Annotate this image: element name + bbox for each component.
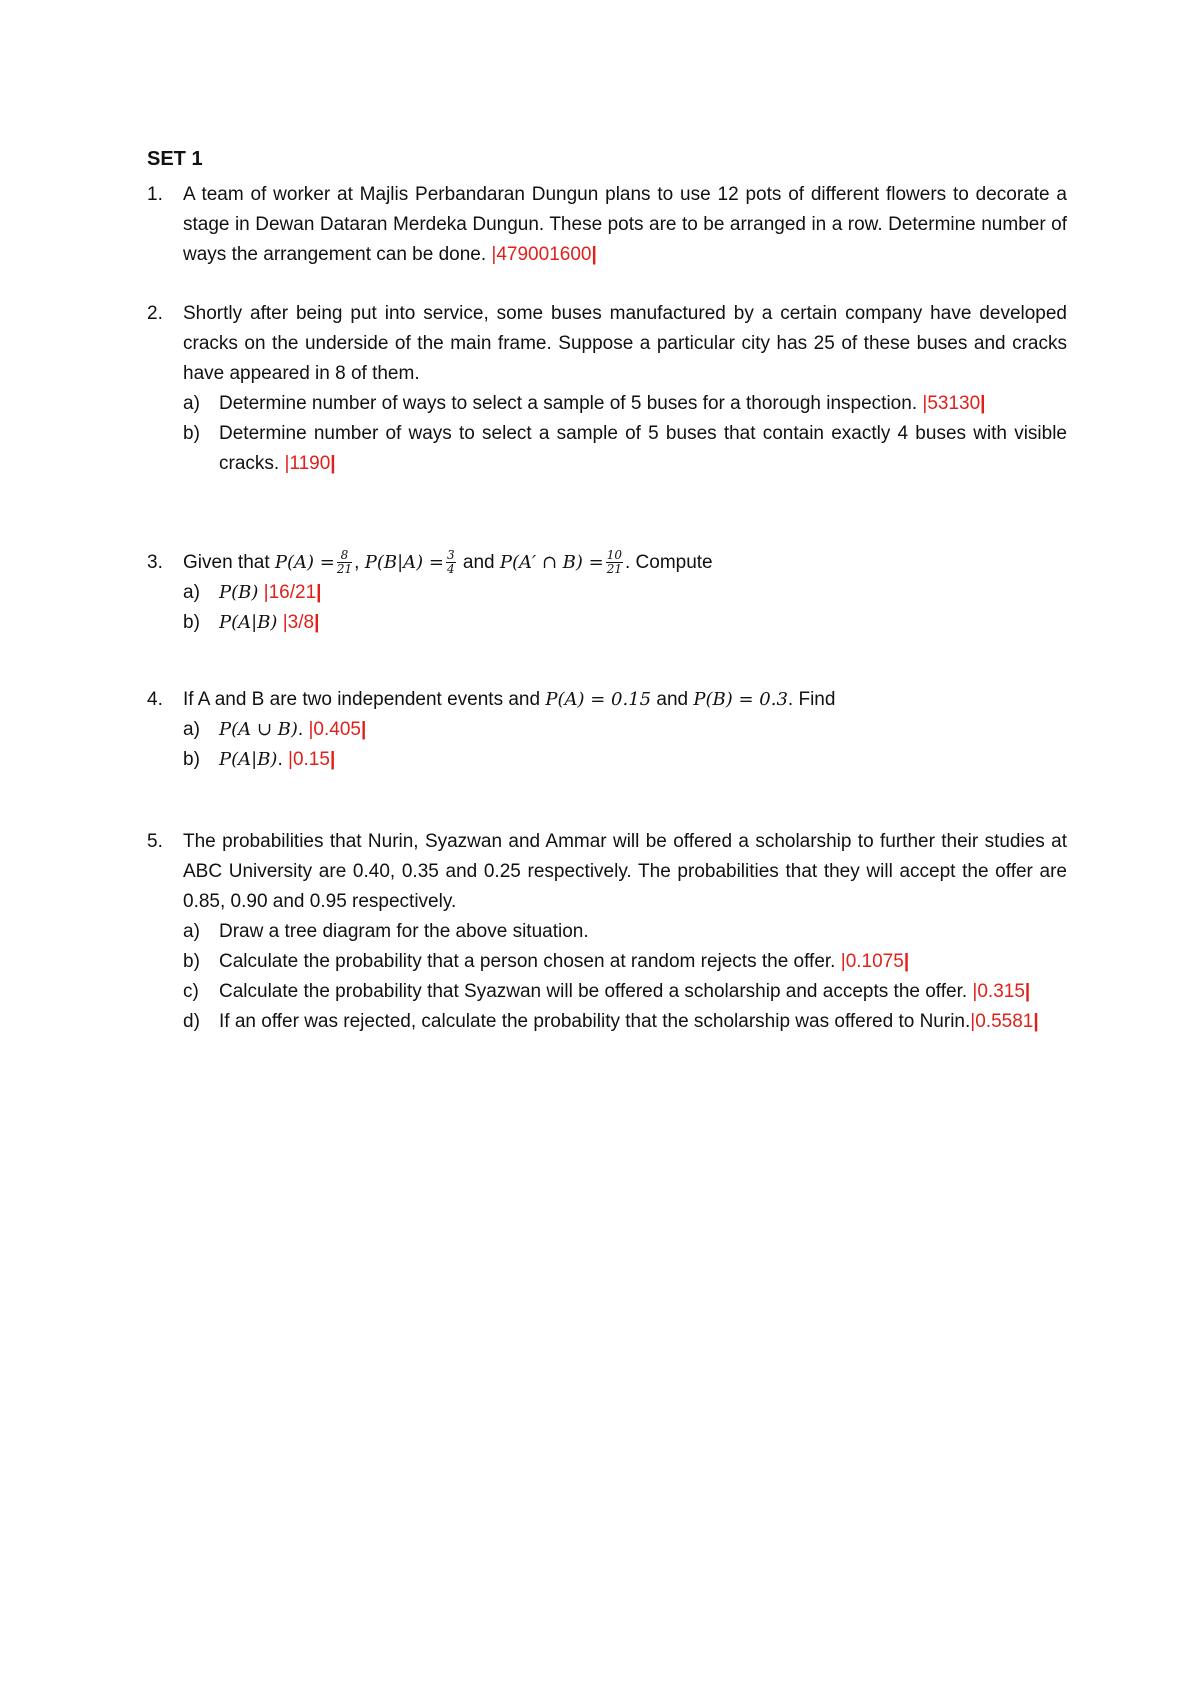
question-text: Given that P(A) = $\frac{8}{21}$ , P(B|A) = $\frac{3}{4}$ and P(A′ ∩ B) = $\frac{10}{21}$ . Compute [183, 548, 713, 577]
question-number: 5. [147, 831, 163, 852]
answer: | 479001600 | [491, 244, 596, 265]
question-text: Shortly after being put into service, some buses manufactured by a certain company have developed cracks on the underside of the main frame. Suppose a particular city has 25 of these buses and cracks have appeared in 8 of them. [183, 303, 1067, 384]
question-text: If A and B are two independent events and P(A) = 0.15 and P(B) = 0.3. Find [183, 689, 836, 710]
set-title: SET 1 [147, 148, 203, 170]
answer: | 53130 | [922, 393, 985, 414]
answer: | 0.315 | [972, 981, 1030, 1002]
answer: | 0.405 | [308, 719, 366, 740]
sub-question-c: c) Calculate the probability that Syazwan will be offered a scholarship and accepts the offer. | 0.315 | [183, 977, 1067, 1007]
fraction: $\frac{8}{21}$ [336, 548, 353, 577]
sub-question-b: b) Determine number of ways to select a sample of 5 buses that contain exactly 4 buses with visible cracks. | 1190 | [183, 419, 1067, 479]
sub-question-d: d) If an offer was rejected, calculate the probability that the scholarship was offered to Nurin.| 0.5581 | [183, 1007, 1067, 1037]
answer: | 0.1075 | [841, 951, 909, 972]
sub-question-a: a) P(A ∪ B). | 0.405 | [183, 715, 1067, 745]
question-text: The probabilities that Nurin, Syazwan and Ammar will be offered a scholarship to further their studies at ABC University are 0.40, 0.35 and 0.25 respectively. The probabilities that they will accept the offer are 0.85, 0.90 and 0.95 respectively. [183, 831, 1067, 912]
question-4 [147, 685, 1067, 775]
answer: | 16/21 | [264, 582, 322, 603]
fraction: $\frac{10}{21}$ [606, 548, 622, 577]
sub-question-b: b) Calculate the probability that a person chosen at random rejects the offer. | 0.1075 | [183, 947, 1067, 977]
answer: | 1190 | [284, 453, 335, 474]
question-2 [147, 299, 1067, 479]
answer: | 0.15 | [288, 749, 335, 770]
question-5 [147, 827, 1067, 1037]
question-number: 1. [147, 184, 163, 205]
answer: | 0.5581 | [970, 1011, 1038, 1032]
sub-question-b: b) P(A|B). | 0.15 | [183, 745, 1067, 775]
question-text: A team of worker at Majlis Perbandaran Dungun plans to use 12 pots of different flowers to decorate a stage in Dewan Dataran Merdeka Dungun. These pots are to be arranged in a row. Determine number of ways the arrangement can be done. [183, 184, 1067, 265]
sub-question-b: b) P(A|B) | 3/8 | [183, 608, 1067, 638]
answer: | 3/8 | [283, 612, 320, 633]
question-3 [147, 548, 1067, 638]
question-number: 2. [147, 303, 163, 324]
question-1 [147, 180, 1067, 270]
question-number: 3. [147, 552, 163, 573]
question-number: 4. [147, 689, 163, 710]
sub-question-a: a) Draw a tree diagram for the above situation. [183, 921, 589, 942]
sub-question-a: a) Determine number of ways to select a sample of 5 buses for a thorough inspection. | 53130 | [183, 389, 1067, 419]
fraction: $\frac{3}{4}$ [446, 548, 455, 577]
sub-question-a: a) P(B) | 16/21 | [183, 578, 1067, 608]
